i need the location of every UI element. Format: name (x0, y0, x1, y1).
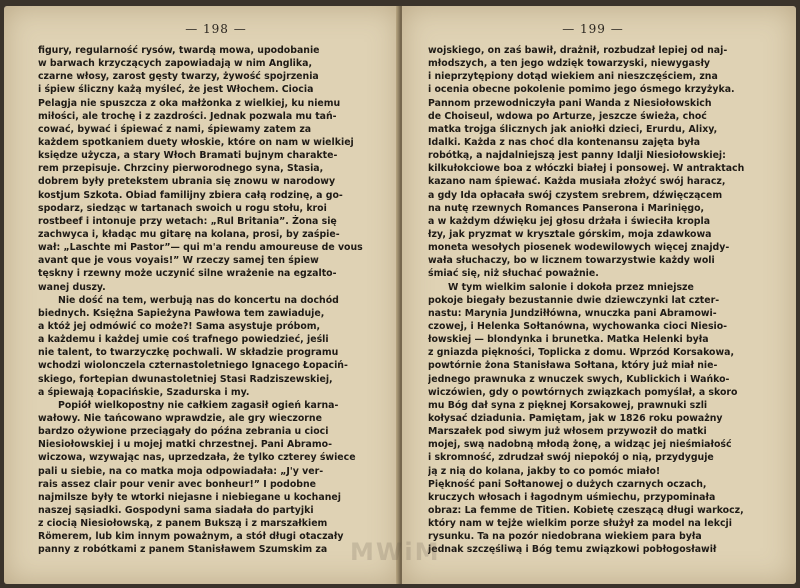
text-line: zachwyca i, kładąc mu gitarę na kolana, prosi, by zaśpie- (38, 228, 340, 240)
text-line: biednych. Księżna Sapieżyna Pawłowa tem zawiaduje, (38, 307, 325, 319)
text-line: a śpiewają Łopacińskie, Szadurska i my. (38, 386, 250, 398)
text-line: spodarz, siedząc w tartanach swoich u rogu stołu, kroi (38, 202, 327, 214)
right-page-text (428, 44, 768, 556)
text-line: ją z nią do kolana, jakby to co pomóc miało! (428, 465, 661, 477)
text-line: avant que je vous voyais!” W rzeczy samej ten śpiew (38, 255, 319, 267)
left-page (4, 6, 400, 584)
text-line: Marszałek pod siwym już włosem przywoził do matki (428, 426, 707, 438)
text-line: wała słuchaczy, bo w licznem towarzystwie każdy woli (428, 255, 715, 267)
text-line: cować, bywać i śpiewać z nami, śpiewamy zatem za (38, 123, 312, 135)
text-line: mu Bóg dał syna z pięknej Korsakowej, prawnuki szli (428, 399, 708, 411)
text-line: księdze użycza, a stary Włoch Bramati bujnym charakte- (38, 150, 338, 162)
text-line: Nie dość na tem, werbują nas do koncertu na dochód (58, 294, 339, 306)
text-line: Pannom przewodniczyła pani Wanda z Niesiołowskich (428, 97, 712, 109)
text-line: naszej sąsiadki. Gospodyni sama siadała do partyjki (38, 504, 314, 516)
text-line: wchodzi wiolonczela czternastoletniego Ignacego Łopaciń- (38, 360, 348, 372)
text-line: nastu: Marynia Jundziłłówna, wnuczka pani Abramowi- (428, 307, 717, 319)
text-line: jednak szczęśliwą i Bóg temu związkowi pobłogosławił (428, 544, 717, 556)
text-line: kostjum Szkota. Obiad familijny zbiera całą rodzinę, a go- (38, 189, 343, 201)
text-line: a któż jej odmówić co może?! Sama asystuje próbom, (38, 320, 321, 332)
text-line: robótką, a najdalniejszą jest panny Idalji Niesiołowskiej: (428, 150, 726, 162)
text-line: kołysać dziadunia. Pamiętam, jak w 1826 roku poważny (428, 412, 723, 424)
text-line: rysunku. Ta na pozór niedobrana wiekiem para była (428, 531, 702, 543)
text-line: dobrem były pretekstem ubrania się znowu w narodowy (38, 176, 336, 188)
left-page-text (38, 44, 370, 556)
text-line: na nutę rzewnych Romances Panserona i Marinięgo, (428, 202, 705, 214)
text-line: rostbeef i intonuje przy wetach: „Rul Britania”. Żona się (38, 215, 337, 227)
text-line: rem przepisuje. Chrzciny pierworodnego syna, Stasia, (38, 163, 324, 175)
watermark-logo: MWiM (350, 538, 441, 566)
text-line: Popiół wielkopostny nie całkiem zagasił ogień karna- (58, 399, 339, 411)
text-line: i ocenia obecne pokolenie pomimo jego ósmego krzyżyka. (428, 84, 735, 96)
text-line: kruczych włosach i łagodnym uśmiechu, przypominała (428, 491, 716, 503)
text-line: każdem spotkaniem duety włoskie, które on nam w wielkiej (38, 136, 354, 148)
text-line: kazano nam śpiewać. Każda musiała złożyć swój haracz, (428, 176, 726, 188)
text-line: pokoje biegały bezustannie dwie dziewczynki lat czter- (428, 294, 720, 306)
text-line: skiego, fortepian dwunastoletniej Stasi Radziszewskiej, (38, 373, 333, 385)
text-line: figury, regularność rysów, twardą mowa, upodobanie (38, 45, 320, 56)
text-line: z gniazda piękności, Toplicka z domu. Wprzód Korsakowa, (428, 347, 735, 359)
text-line: kilkułokciowe boa z włóczki białej i ponsowej. W antraktach (428, 163, 745, 175)
text-line: Römerem, lub kim innym poważnym, a stół długi otaczały (38, 531, 344, 543)
text-line: moneta wesołych piosenek wodewilowych więcej znajdy- (428, 242, 730, 254)
text-line: najmilsze były te wtorki niejasne i niebiegane u kochanej (38, 491, 341, 503)
text-line: Idalki. Każda z nas choć dla kontenansu zajęta była (428, 136, 701, 148)
text-line: wiczowa, wzywając nas, uprzedzała, że tylko czterey świece (38, 452, 356, 464)
text-line: obraz: La femme de Titien. Kobietę czeszącą długi warkocz, (428, 504, 744, 516)
text-line: mojej, swą nadobną młodą żonę, a widząc jej nieśmiałość (428, 439, 732, 451)
right-page (402, 6, 796, 584)
text-line: powtórnie żona Stanisława Sołtana, który już miał nie- (428, 360, 718, 372)
text-line: Piękność pani Sołtanowej o dużych czarnych oczach, (428, 478, 707, 490)
text-line: de Choiseul, wdowa po Arturze, jeszcze świeża, choć (428, 110, 707, 122)
text-line: wanej duszy. (38, 281, 106, 293)
text-line: w barwach krzyczących zapowiadają w nim Anglika, (38, 58, 313, 70)
text-line: łowskiej — blondynka i brunetka. Matka Helenki była (428, 334, 709, 346)
text-line: a każdemu i każdej umie coś trafnego powiedzieć, jeśli (38, 334, 329, 346)
text-line: wiczówien, gdy o powtórnych związkach pomyślał, a skoro (428, 386, 738, 398)
text-line: który nam w tejże wielkim porze służył za model na lekcji (428, 518, 732, 530)
text-line: jednego prawnuka z wnuczek swych, Kublickich i Wańko- (428, 373, 730, 385)
text-line: młodszych, a ten jego wdzięk towarzyski, niewygasły (428, 58, 711, 70)
text-line: wałowy. Nie tańcowano wprawdzie, ale gry wieczorne (38, 412, 322, 424)
text-line: Pelagja nie spuszcza z oka małżonka z wielkiej, ku niemu (38, 97, 341, 109)
text-line: pali u siebie, na co matka moja odpowiadała: „J'y ver- (38, 465, 324, 477)
text-line: bardzo ożywione przeciągały do późna zebrania u cioci (38, 426, 329, 438)
text-line: z ciocią Niesiołowską, z panem Bukszą i z marszałkiem (38, 518, 328, 530)
text-line: Niesiołowskiej i u mojej matki chrzestnej. Pani Abramo- (38, 439, 332, 451)
text-line: a w każdym dźwięku jej głosu drżała i świeciła kropla (428, 215, 711, 227)
text-line: rais assez clair pour venir avec bonheur!” I podobne (38, 478, 316, 490)
text-line: i nieprzytępiony dotąd wiekiem ani nieszczęściem, zna (428, 71, 718, 83)
text-line: tęskny i rzewny może uczynić silne wrażenie na egzalto- (38, 268, 337, 280)
text-line: łzy, jak pryzmat w krysztale górskim, moja zdawkowa (428, 228, 712, 240)
text-line: czarne włosy, zarost gęsty twarzy, żywość spojrzenia (38, 71, 319, 83)
text-line: nie talent, to twarzyczkę pochwali. W składzie programu (38, 347, 339, 359)
text-line: wojskiego, on zaś bawił, drażnił, rozbudzał lepiej od naj- (428, 45, 728, 56)
text-line: panny z robótkami z panem Stanisławem Szumskim za (38, 544, 328, 556)
text-line: i skromność, zdrudzał swój niepokój o nią, przydyguje (428, 452, 714, 464)
text-line: a gdy Ida opłacała swój czystem srebrem, dźwięczącem (428, 189, 723, 201)
right-page-number: — 199 — (562, 22, 624, 36)
text-line: wał: „Laschte mi Pastor”— qui m'a rendu amoureuse de vous (38, 242, 363, 254)
left-page-number: — 198 — (185, 22, 247, 36)
text-line: W tym wielkim salonie i dokoła przez mniejsze (448, 281, 694, 293)
text-line: matka trojga ślicznych jak aniołki dzieci, Erurdu, Alixy, (428, 123, 718, 135)
text-line: miłości, ale trochę i z zazdrości. Jednak pozwala mu tań- (38, 110, 337, 122)
text-line: śmiać się, niż słuchać poważnie. (428, 268, 599, 280)
text-line: i śpiew śliczny każą myśleć, że jest Włochem. Ciocia (38, 84, 314, 96)
text-line: czowej, i Helenka Sołtanówna, wychowanka cioci Niesio- (428, 320, 728, 332)
